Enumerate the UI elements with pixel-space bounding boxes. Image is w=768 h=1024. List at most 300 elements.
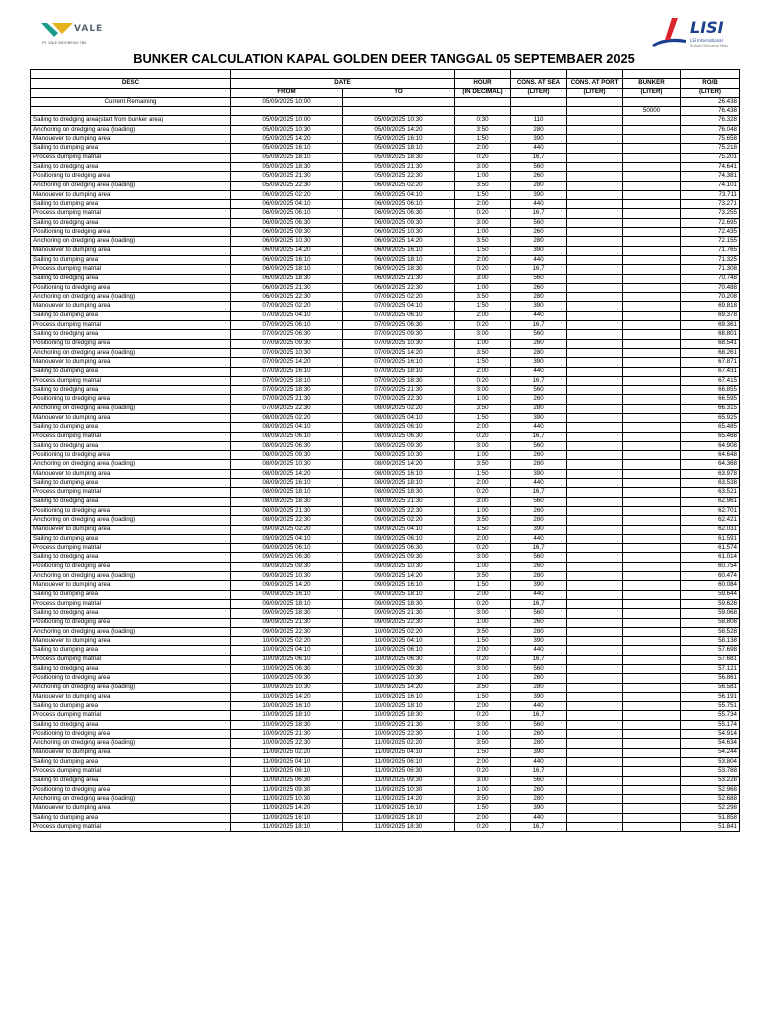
row-desc: Sailing to dredging area xyxy=(31,386,231,395)
row-bunker xyxy=(623,181,681,190)
header-rob-unit: (LITER) xyxy=(681,88,740,97)
table-row xyxy=(31,785,740,794)
header-to: TO xyxy=(343,88,455,97)
row-cons-sea: 260 xyxy=(511,339,567,348)
table-row xyxy=(31,135,740,144)
row-rob: 65.485 xyxy=(681,423,740,432)
row-to: 10/09/2025 18:30 xyxy=(343,711,455,720)
row-from: 10/09/2025 06:30 xyxy=(231,665,343,674)
table-row xyxy=(31,469,740,478)
row-hour: 2:00 xyxy=(455,311,511,320)
row-cons-port xyxy=(567,469,623,478)
row-cons-port xyxy=(567,460,623,469)
table-row xyxy=(31,534,740,543)
row-bunker xyxy=(623,813,681,822)
row-rob: 51.858 xyxy=(681,813,740,822)
row-desc: Process dumping matrial xyxy=(31,209,231,218)
row-desc: Manouever to dumping area xyxy=(31,637,231,646)
row-to: 07/09/2025 02:20 xyxy=(343,293,455,302)
table-row xyxy=(31,125,740,134)
row-bunker xyxy=(623,748,681,757)
row-hour: 1:00 xyxy=(455,172,511,181)
row-to: 10/09/2025 14:20 xyxy=(343,683,455,692)
row-desc: Sailing to dumping area xyxy=(31,367,231,376)
row-to: 08/09/2025 18:10 xyxy=(343,479,455,488)
row-bunker xyxy=(623,767,681,776)
row-cons-sea: 280 xyxy=(511,516,567,525)
row-from: 10/09/2025 21:30 xyxy=(231,730,343,739)
row-cons-port xyxy=(567,413,623,422)
row-hour: 1:50 xyxy=(455,581,511,590)
row-cons-port xyxy=(567,116,623,125)
row-to: 10/09/2025 21:30 xyxy=(343,720,455,729)
table-row xyxy=(31,237,740,246)
row-cons-port xyxy=(567,674,623,683)
row-cons-sea: 16,7 xyxy=(511,432,567,441)
row-hour: 1:50 xyxy=(455,135,511,144)
row-desc: Manouever to dumping area xyxy=(31,748,231,757)
row-hour: 1:00 xyxy=(455,451,511,460)
row-bunker xyxy=(623,730,681,739)
row-from: 09/09/2025 21:30 xyxy=(231,618,343,627)
header-cons-port: CONS. AT PORT xyxy=(567,79,623,88)
table-row xyxy=(31,358,740,367)
row-from: 10/09/2025 18:30 xyxy=(231,720,343,729)
row-hour: 3:00 xyxy=(455,497,511,506)
row-to: 06/09/2025 02:20 xyxy=(343,181,455,190)
row-cons-port xyxy=(567,627,623,636)
row-cons-sea: 560 xyxy=(511,162,567,171)
row-from: 11/09/2025 09:30 xyxy=(231,785,343,794)
row-hour: 1:50 xyxy=(455,246,511,255)
row-from: 11/09/2025 02:20 xyxy=(231,748,343,757)
row-desc: Process dumping matrial xyxy=(31,488,231,497)
row-desc: Sailing to dumping area xyxy=(31,200,231,209)
table-row xyxy=(31,144,740,153)
row-bunker xyxy=(623,153,681,162)
row-rob: 73.711 xyxy=(681,190,740,199)
row-from: 07/09/2025 16:10 xyxy=(231,367,343,376)
row-bunker xyxy=(623,544,681,553)
row-cons-sea: 260 xyxy=(511,395,567,404)
row-hour: 3:50 xyxy=(455,516,511,525)
row-hour: 2:00 xyxy=(455,590,511,599)
row-hour: 2:00 xyxy=(455,200,511,209)
row-cons-port xyxy=(567,172,623,181)
row-rob: 58.808 xyxy=(681,618,740,627)
row-rob: 62.961 xyxy=(681,497,740,506)
row-from: 07/09/2025 18:10 xyxy=(231,376,343,385)
row-desc: Sailing to dumping area xyxy=(31,255,231,264)
row-bunker xyxy=(623,321,681,330)
row-rob: 65.468 xyxy=(681,432,740,441)
row-cons-sea: 280 xyxy=(511,739,567,748)
row-from: 11/09/2025 18:10 xyxy=(231,823,343,832)
row-to: 08/09/2025 09:30 xyxy=(343,441,455,450)
row-cons-port xyxy=(567,367,623,376)
row-bunker xyxy=(623,581,681,590)
row-to: 06/09/2025 09:30 xyxy=(343,218,455,227)
row-bunker xyxy=(623,330,681,339)
row-desc: Anchoring on dredging area (loading) xyxy=(31,460,231,469)
table-row xyxy=(31,441,740,450)
row-desc: Sailing to dumping area xyxy=(31,646,231,655)
row-cons-port xyxy=(567,683,623,692)
row-from: 05/09/2025 22:30 xyxy=(231,181,343,190)
row-from: 05/09/2025 10:30 xyxy=(231,125,343,134)
row-desc: Anchoring on dredging area (loading) xyxy=(31,237,231,246)
row-to: 08/09/2025 06:10 xyxy=(343,423,455,432)
table-row xyxy=(31,460,740,469)
current-remaining-from: 05/09/2025 10:00 xyxy=(231,97,343,106)
row-bunker xyxy=(623,702,681,711)
row-cons-port xyxy=(567,730,623,739)
row-desc: Sailing to dredging area xyxy=(31,218,231,227)
row-rob: 73.271 xyxy=(681,200,740,209)
row-desc: Positioning to dredging area xyxy=(31,562,231,571)
row-hour: 1:50 xyxy=(455,469,511,478)
row-to: 07/09/2025 18:10 xyxy=(343,367,455,376)
row-hour: 2:00 xyxy=(455,702,511,711)
row-from: 11/09/2025 06:30 xyxy=(231,776,343,785)
row-to: 05/09/2025 16:10 xyxy=(343,135,455,144)
row-hour: 0:20 xyxy=(455,432,511,441)
table-row xyxy=(31,506,740,515)
row-from: 07/09/2025 22:30 xyxy=(231,404,343,413)
row-bunker xyxy=(623,404,681,413)
row-cons-sea: 260 xyxy=(511,618,567,627)
row-desc: Manouever to dumping area xyxy=(31,135,231,144)
row-cons-sea: 260 xyxy=(511,172,567,181)
row-desc: Sailing to dumping area xyxy=(31,534,231,543)
row-rob: 58.528 xyxy=(681,627,740,636)
row-to: 09/09/2025 04:10 xyxy=(343,525,455,534)
row-hour: 3:50 xyxy=(455,460,511,469)
table-row xyxy=(31,395,740,404)
row-bunker xyxy=(623,785,681,794)
row-desc: Positioning to dredging area xyxy=(31,172,231,181)
row-cons-sea: 280 xyxy=(511,181,567,190)
header-rob: RO/B xyxy=(681,79,740,88)
row-cons-port xyxy=(567,525,623,534)
row-hour: 2:00 xyxy=(455,367,511,376)
row-cons-sea: 260 xyxy=(511,228,567,237)
row-rob: 62.421 xyxy=(681,516,740,525)
row-bunker xyxy=(623,190,681,199)
row-to: 10/09/2025 04:10 xyxy=(343,637,455,646)
row-cons-port xyxy=(567,739,623,748)
row-hour: 3:00 xyxy=(455,776,511,785)
row-desc: Process dumping matrial xyxy=(31,823,231,832)
row-from: 06/09/2025 16:10 xyxy=(231,255,343,264)
row-cons-sea: 560 xyxy=(511,330,567,339)
row-cons-sea: 440 xyxy=(511,534,567,543)
table-row xyxy=(31,767,740,776)
row-rob: 75.658 xyxy=(681,135,740,144)
row-rob: 69.361 xyxy=(681,321,740,330)
row-from: 06/09/2025 02:20 xyxy=(231,190,343,199)
row-from: 09/09/2025 18:30 xyxy=(231,609,343,618)
row-from: 09/09/2025 18:10 xyxy=(231,599,343,608)
row-cons-sea: 110 xyxy=(511,116,567,125)
row-cons-port xyxy=(567,646,623,655)
row-cons-port xyxy=(567,544,623,553)
row-from: 11/09/2025 14:20 xyxy=(231,804,343,813)
row-rob: 72.435 xyxy=(681,228,740,237)
table-row xyxy=(31,618,740,627)
row-cons-port xyxy=(567,228,623,237)
current-remaining-rob: 26.438 xyxy=(681,97,740,106)
row-bunker xyxy=(623,218,681,227)
lisi-logo-icon xyxy=(650,16,690,48)
row-bunker xyxy=(623,228,681,237)
row-from: 10/09/2025 10:30 xyxy=(231,683,343,692)
row-from: 09/09/2025 16:10 xyxy=(231,590,343,599)
row-from: 07/09/2025 06:30 xyxy=(231,330,343,339)
row-rob: 58.138 xyxy=(681,637,740,646)
header-date: DATE xyxy=(231,79,455,88)
row-cons-sea: 440 xyxy=(511,590,567,599)
row-cons-port xyxy=(567,655,623,664)
row-desc: Anchoring on dredging area (loading) xyxy=(31,683,231,692)
row-hour: 1:00 xyxy=(455,506,511,515)
row-hour: 0:20 xyxy=(455,321,511,330)
table-row xyxy=(31,218,740,227)
row-to: 05/09/2025 21:30 xyxy=(343,162,455,171)
row-to: 11/09/2025 02:20 xyxy=(343,739,455,748)
row-to: 11/09/2025 16:10 xyxy=(343,804,455,813)
row-from: 05/09/2025 16:10 xyxy=(231,144,343,153)
row-cons-port xyxy=(567,692,623,701)
row-cons-port xyxy=(567,767,623,776)
row-cons-sea: 16,7 xyxy=(511,265,567,274)
row-cons-port xyxy=(567,181,623,190)
row-rob: 72.695 xyxy=(681,218,740,227)
table-row xyxy=(31,665,740,674)
row-hour: 3:50 xyxy=(455,627,511,636)
row-from: 11/09/2025 04:10 xyxy=(231,757,343,766)
row-desc: Positioning to dredging area xyxy=(31,339,231,348)
row-desc: Sailing to dredging area xyxy=(31,441,231,450)
row-rob: 63.978 xyxy=(681,469,740,478)
row-rob: 62.031 xyxy=(681,525,740,534)
row-from: 08/09/2025 06:10 xyxy=(231,432,343,441)
row-cons-port xyxy=(567,479,623,488)
row-bunker xyxy=(623,376,681,385)
row-hour: 3:00 xyxy=(455,665,511,674)
row-rob: 53.228 xyxy=(681,776,740,785)
row-rob: 60.474 xyxy=(681,572,740,581)
row-desc: Process dumping matrial xyxy=(31,655,231,664)
row-cons-sea: 390 xyxy=(511,302,567,311)
row-hour: 2:00 xyxy=(455,646,511,655)
row-hour: 1:00 xyxy=(455,339,511,348)
row-cons-sea: 16,7 xyxy=(511,711,567,720)
row-cons-sea: 440 xyxy=(511,813,567,822)
row-rob: 73.255 xyxy=(681,209,740,218)
row-bunker xyxy=(623,274,681,283)
row-cons-sea: 440 xyxy=(511,757,567,766)
row-cons-port xyxy=(567,395,623,404)
bunker-row-rob: 76.438 xyxy=(681,107,740,116)
row-cons-port xyxy=(567,330,623,339)
row-bunker xyxy=(623,135,681,144)
row-bunker xyxy=(623,451,681,460)
row-bunker xyxy=(623,311,681,320)
row-rob: 63.521 xyxy=(681,488,740,497)
row-cons-port xyxy=(567,785,623,794)
row-to: 09/09/2025 06:10 xyxy=(343,534,455,543)
row-cons-sea: 260 xyxy=(511,562,567,571)
row-cons-sea: 390 xyxy=(511,804,567,813)
row-bunker xyxy=(623,674,681,683)
row-from: 08/09/2025 06:30 xyxy=(231,441,343,450)
row-bunker xyxy=(623,516,681,525)
row-cons-sea: 440 xyxy=(511,144,567,153)
row-hour: 3:50 xyxy=(455,237,511,246)
row-from: 05/09/2025 18:10 xyxy=(231,153,343,162)
row-cons-port xyxy=(567,246,623,255)
row-hour: 3:00 xyxy=(455,218,511,227)
row-rob: 71.308 xyxy=(681,265,740,274)
row-cons-sea: 560 xyxy=(511,609,567,618)
table-row xyxy=(31,162,740,171)
row-cons-port xyxy=(567,804,623,813)
row-desc: Anchoring on dredging area (loading) xyxy=(31,348,231,357)
row-rob: 61.574 xyxy=(681,544,740,553)
row-to: 09/09/2025 02:20 xyxy=(343,516,455,525)
row-cons-port xyxy=(567,702,623,711)
row-to: 11/09/2025 10:30 xyxy=(343,785,455,794)
row-desc: Sailing to dumping area xyxy=(31,423,231,432)
row-hour: 1:50 xyxy=(455,302,511,311)
row-rob: 74.101 xyxy=(681,181,740,190)
table-row xyxy=(31,172,740,181)
row-to: 06/09/2025 06:30 xyxy=(343,209,455,218)
vale-logo xyxy=(40,20,120,50)
header-hour-unit: (IN DECIMAL) xyxy=(455,88,511,97)
row-cons-port xyxy=(567,795,623,804)
row-cons-sea: 440 xyxy=(511,702,567,711)
lisi-logo-subtitle: LSI International xyxy=(690,38,723,43)
row-bunker xyxy=(623,711,681,720)
row-bunker xyxy=(623,637,681,646)
row-cons-port xyxy=(567,209,623,218)
row-from: 07/09/2025 18:30 xyxy=(231,386,343,395)
table-header-row-2 xyxy=(31,88,740,97)
row-rob: 55.751 xyxy=(681,702,740,711)
row-cons-port xyxy=(567,321,623,330)
row-bunker xyxy=(623,283,681,292)
row-cons-sea: 440 xyxy=(511,311,567,320)
row-rob: 54.244 xyxy=(681,748,740,757)
row-cons-port xyxy=(567,599,623,608)
row-bunker xyxy=(623,618,681,627)
row-from: 06/09/2025 22:30 xyxy=(231,293,343,302)
row-to: 08/09/2025 06:30 xyxy=(343,432,455,441)
table-row xyxy=(31,497,740,506)
table-row xyxy=(31,748,740,757)
row-hour: 3:50 xyxy=(455,795,511,804)
row-to: 08/09/2025 21:30 xyxy=(343,497,455,506)
row-to: 07/09/2025 21:30 xyxy=(343,386,455,395)
row-hour: 1:50 xyxy=(455,804,511,813)
row-cons-port xyxy=(567,302,623,311)
row-hour: 0:20 xyxy=(455,823,511,832)
row-hour: 3:50 xyxy=(455,348,511,357)
row-hour: 2:00 xyxy=(455,423,511,432)
row-cons-sea: 560 xyxy=(511,720,567,729)
table-row xyxy=(31,348,740,357)
row-cons-sea: 440 xyxy=(511,367,567,376)
table-row xyxy=(31,599,740,608)
row-desc: Sailing to dredging area xyxy=(31,162,231,171)
row-bunker xyxy=(623,255,681,264)
row-to: 09/09/2025 16:10 xyxy=(343,581,455,590)
row-hour: 2:00 xyxy=(455,479,511,488)
row-rob: 68.801 xyxy=(681,330,740,339)
row-hour: 3:00 xyxy=(455,720,511,729)
row-cons-port xyxy=(567,358,623,367)
row-rob: 72.155 xyxy=(681,237,740,246)
row-bunker xyxy=(623,302,681,311)
row-rob: 75.218 xyxy=(681,144,740,153)
row-rob: 66.855 xyxy=(681,386,740,395)
row-rob: 74.641 xyxy=(681,162,740,171)
table-row xyxy=(31,702,740,711)
row-desc: Process dumping matrial xyxy=(31,432,231,441)
row-rob: 52.688 xyxy=(681,795,740,804)
row-cons-sea: 260 xyxy=(511,674,567,683)
header-bunker-unit: (LITER) xyxy=(623,88,681,97)
row-from: 06/09/2025 10:30 xyxy=(231,237,343,246)
row-to: 10/09/2025 06:10 xyxy=(343,646,455,655)
row-from: 10/09/2025 16:10 xyxy=(231,702,343,711)
row-rob: 76.048 xyxy=(681,125,740,134)
row-desc: Sailing to dredging area xyxy=(31,274,231,283)
row-rob: 64.368 xyxy=(681,460,740,469)
header-cons-sea-unit: (LITER) xyxy=(511,88,567,97)
row-bunker xyxy=(623,776,681,785)
row-desc: Anchoring on dredging area (loading) xyxy=(31,516,231,525)
row-cons-port xyxy=(567,488,623,497)
row-cons-port xyxy=(567,265,623,274)
row-to: 10/09/2025 02:20 xyxy=(343,627,455,636)
row-bunker xyxy=(623,460,681,469)
row-bunker xyxy=(623,525,681,534)
row-to: 11/09/2025 06:10 xyxy=(343,757,455,766)
row-bunker xyxy=(623,423,681,432)
table-row xyxy=(31,339,740,348)
row-bunker xyxy=(623,646,681,655)
row-cons-port xyxy=(567,609,623,618)
row-from: 06/09/2025 14:20 xyxy=(231,246,343,255)
table-row xyxy=(31,739,740,748)
row-rob: 60.754 xyxy=(681,562,740,571)
row-from: 06/09/2025 04:10 xyxy=(231,200,343,209)
row-desc: Sailing to dredging area xyxy=(31,497,231,506)
row-bunker xyxy=(623,209,681,218)
row-cons-sea: 440 xyxy=(511,479,567,488)
row-bunker xyxy=(623,627,681,636)
row-rob: 54.914 xyxy=(681,730,740,739)
header-hour: HOUR xyxy=(455,79,511,88)
row-cons-sea: 390 xyxy=(511,190,567,199)
row-to: 07/09/2025 09:30 xyxy=(343,330,455,339)
row-bunker xyxy=(623,497,681,506)
table-row xyxy=(31,627,740,636)
row-desc: Process dumping matrial xyxy=(31,153,231,162)
